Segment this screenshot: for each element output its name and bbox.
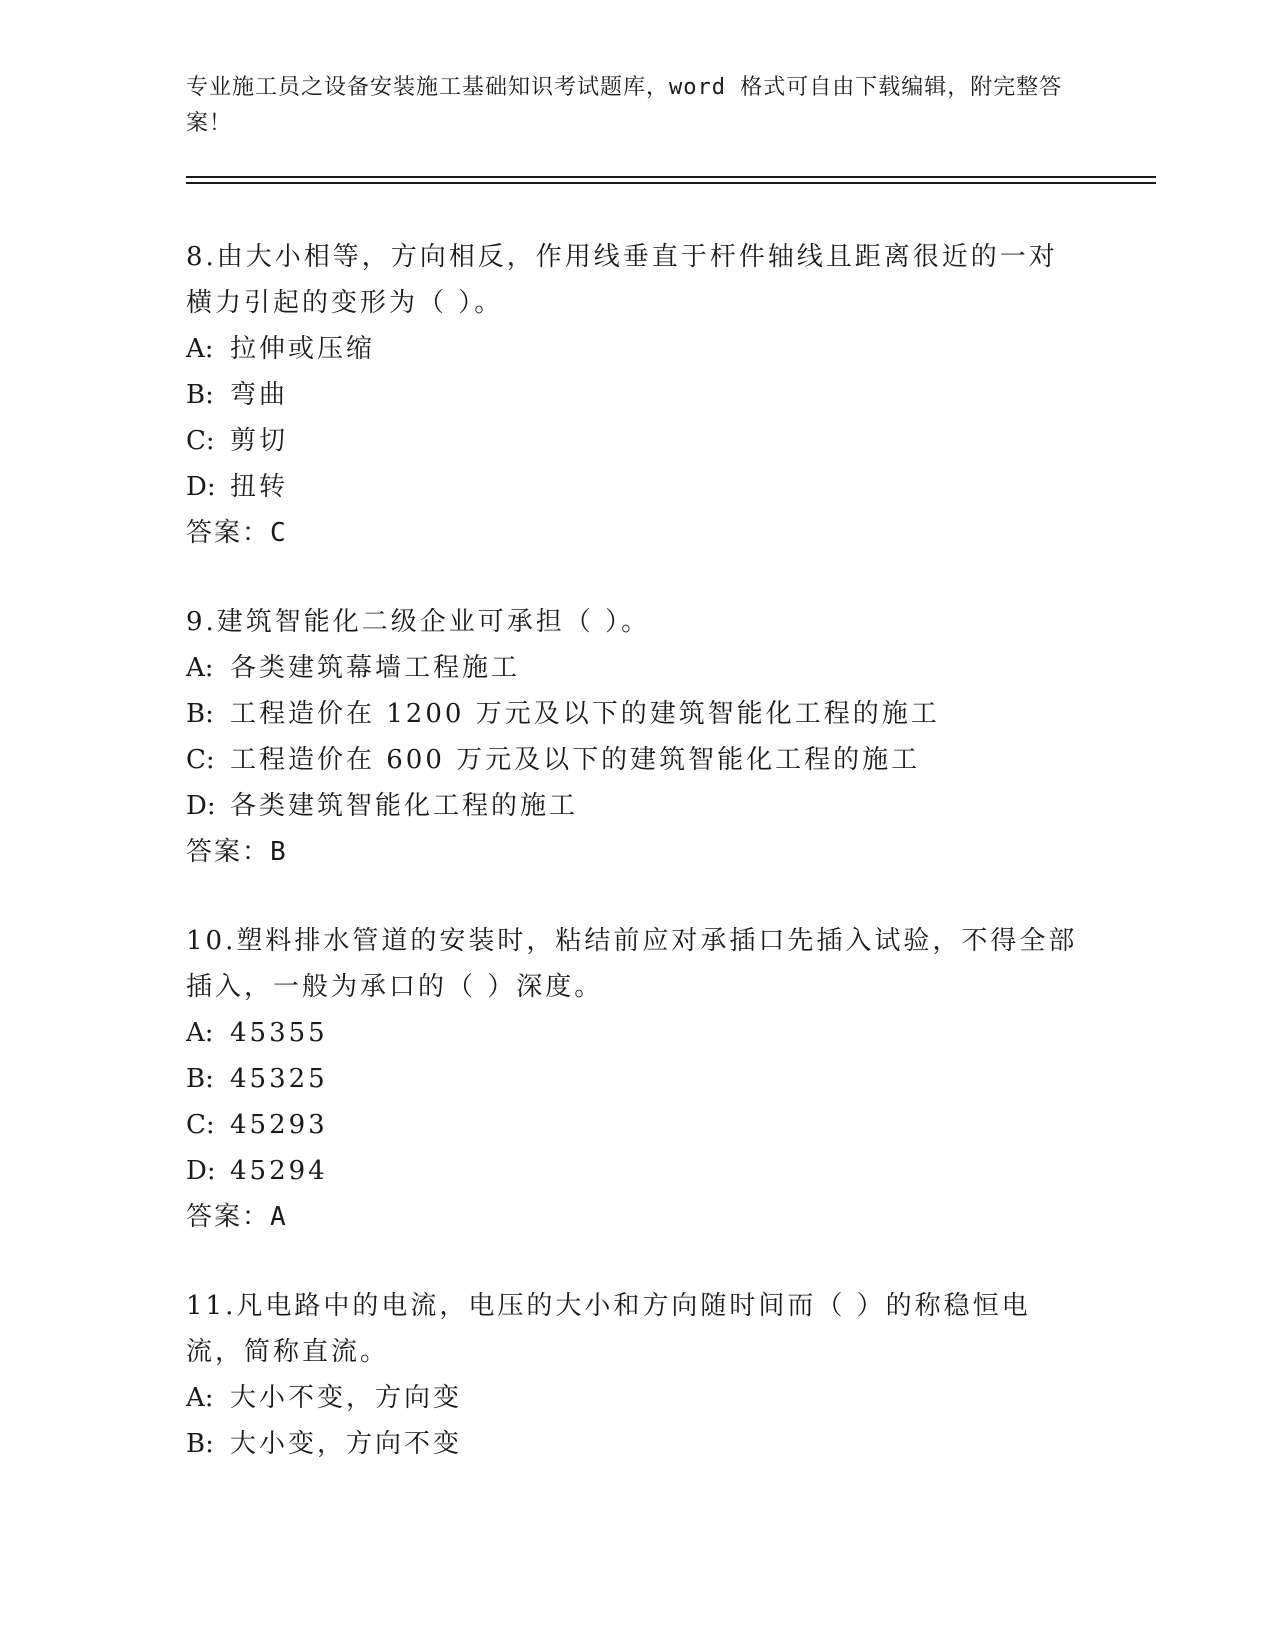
question-list [186, 234, 1086, 1510]
option-label: B: [186, 1064, 214, 1094]
header-divider-top [186, 176, 1156, 178]
option-a [186, 645, 1086, 691]
option-b [186, 691, 1086, 737]
question-11 [186, 1283, 1086, 1467]
question-text: 8.由大小相等，方向相反，作用线垂直于杆件轴线且距离很近的一对横力引起的变形为（ ）。 [186, 242, 1058, 318]
option-label: C: [186, 1110, 215, 1140]
option-label: A: [186, 653, 214, 683]
question-8 [186, 234, 1086, 556]
option-d [186, 783, 1086, 829]
option-label: B: [186, 1429, 214, 1459]
document-header: 专业施工员之设备安装施工基础知识考试题库，word 格式可自由下载编辑，附完整答案！ [186, 75, 1063, 136]
option-label: A: [186, 1383, 214, 1413]
option-text: 剪切 [230, 426, 289, 456]
option-c [186, 1102, 1086, 1148]
option-a [186, 1375, 1086, 1421]
option-text: 弯曲 [230, 380, 289, 410]
question-text: 9.建筑智能化二级企业可承担（ ）。 [186, 607, 651, 637]
answer-line: 答案：B [186, 837, 288, 867]
option-text: 45293 [230, 1110, 328, 1140]
option-c [186, 418, 1086, 464]
option-label: D: [186, 791, 216, 821]
option-text: 45294 [230, 1156, 328, 1186]
option-text: 45355 [230, 1018, 328, 1048]
option-label: C: [186, 426, 215, 456]
option-text: 大小不变，方向变 [230, 1383, 463, 1413]
option-label: C: [186, 745, 215, 775]
option-text: 扭转 [230, 472, 289, 502]
option-text: 各类建筑幕墙工程施工 [230, 653, 521, 683]
option-label: B: [186, 380, 214, 410]
option-a [186, 326, 1086, 372]
option-label: D: [186, 1156, 216, 1186]
question-10 [186, 918, 1086, 1240]
option-label: D: [186, 472, 216, 502]
header-divider-bottom [186, 182, 1156, 184]
answer-line: 答案：C [186, 518, 288, 548]
option-b [186, 372, 1086, 418]
option-label: B: [186, 699, 214, 729]
question-9 [186, 599, 1086, 875]
option-text: 拉伸或压缩 [230, 334, 376, 364]
answer-line: 答案：A [186, 1202, 288, 1232]
option-label: A: [186, 1018, 214, 1048]
option-b [186, 1421, 1086, 1467]
question-text: 11.凡电路中的电流，电压的大小和方向随时间而（ ）的称稳恒电流，简称直流。 [186, 1291, 1031, 1367]
option-label: A: [186, 334, 214, 364]
option-d [186, 464, 1086, 510]
question-text: 10.塑料排水管道的安装时，粘结前应对承插口先插入试验，不得全部插入，一般为承口的（ ）深度。 [186, 926, 1078, 1002]
option-text: 45325 [230, 1064, 328, 1094]
option-text: 大小变，方向不变 [230, 1429, 463, 1459]
option-text: 各类建筑智能化工程的施工 [230, 791, 579, 821]
option-text: 工程造价在 600 万元及以下的建筑智能化工程的施工 [230, 745, 921, 775]
option-b [186, 1056, 1086, 1102]
option-a [186, 1010, 1086, 1056]
option-text: 工程造价在 1200 万元及以下的建筑智能化工程的施工 [230, 699, 940, 729]
option-c [186, 737, 1086, 783]
option-d [186, 1148, 1086, 1194]
